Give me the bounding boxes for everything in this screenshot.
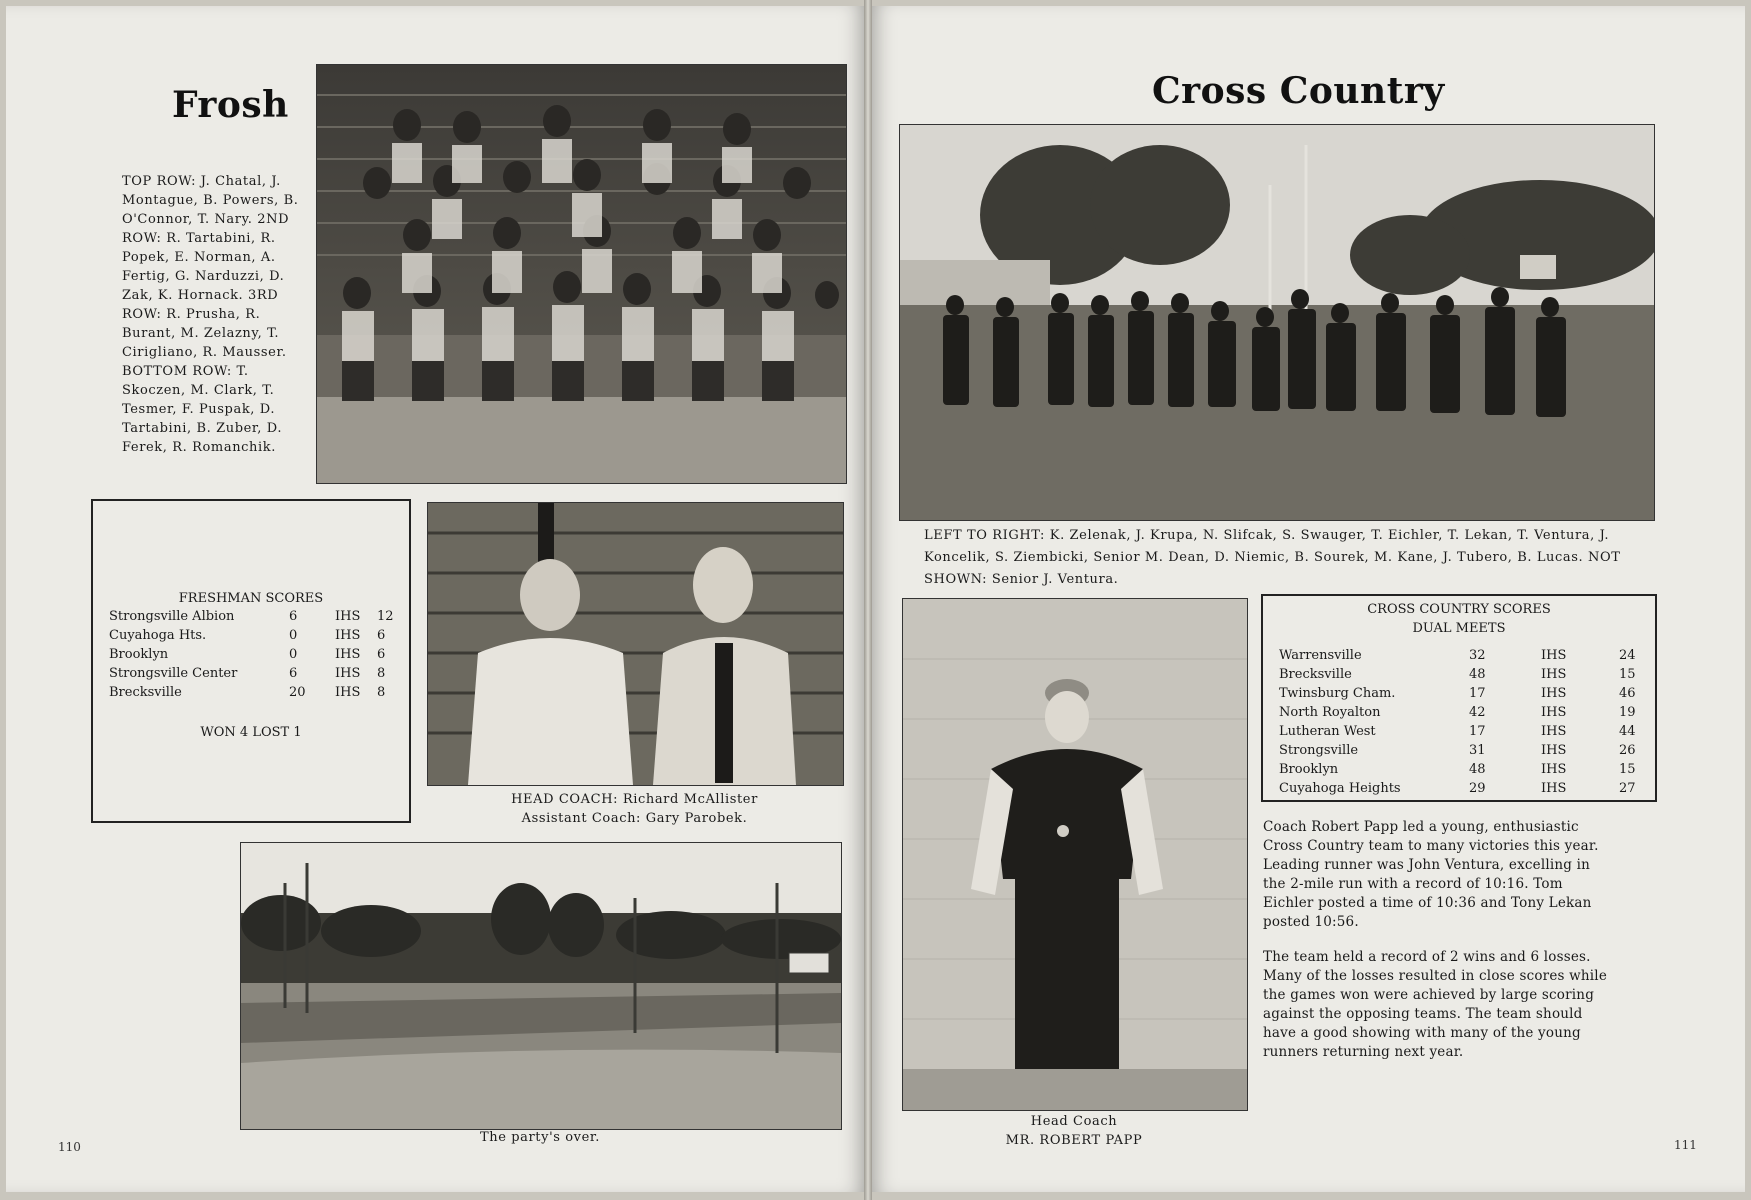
frosh-score-opp: 6 — [289, 666, 298, 681]
cross-country-scores-box — [1261, 594, 1657, 802]
frosh-score-opponent: Strongsville Center — [109, 666, 238, 681]
cc-score-team: IHS — [1541, 667, 1567, 682]
cc-score-team: IHS — [1541, 686, 1567, 701]
cc-score-opp: 42 — [1469, 705, 1486, 720]
cc-score-ihs: 19 — [1619, 705, 1636, 720]
frosh-score-ihs: 6 — [377, 647, 386, 662]
cc-score-ihs: 15 — [1619, 667, 1636, 682]
frosh-score-opp: 20 — [289, 685, 306, 700]
cc-score-opp: 17 — [1469, 724, 1486, 739]
cc-score-row — [1263, 762, 1655, 781]
cc-score-row — [1263, 743, 1655, 762]
page-number-left: 110 — [58, 1140, 81, 1154]
frosh-score-opp: 0 — [289, 647, 298, 662]
cc-score-opponent: Twinsburg Cham. — [1279, 686, 1396, 701]
frosh-score-row — [93, 666, 409, 685]
frosh-title: Frosh — [172, 84, 289, 126]
frosh-score-ihs: 12 — [377, 609, 394, 624]
frosh-score-opponent: Cuyahoga Hts. — [109, 628, 207, 643]
frosh-score-opp: 6 — [289, 609, 298, 624]
frosh-score-row — [93, 685, 409, 704]
frosh-score-row — [93, 609, 409, 628]
cc-score-opponent: Cuyahoga Heights — [1279, 781, 1401, 796]
field-caption: The party's over. — [479, 1130, 601, 1145]
frosh-score-row — [93, 647, 409, 666]
cc-score-opponent: Brooklyn — [1279, 762, 1339, 777]
cc-score-ihs: 24 — [1619, 648, 1636, 663]
cc-score-team: IHS — [1541, 743, 1567, 758]
cc-score-ihs: 26 — [1619, 743, 1636, 758]
football-field-photo — [240, 842, 842, 1130]
frosh-score-opponent: Strongsville Albion — [109, 609, 235, 624]
cc-score-row — [1263, 724, 1655, 743]
cc-score-row — [1263, 705, 1655, 724]
head-coach-caption-1: Head Coach — [1030, 1114, 1118, 1129]
frosh-score-ihs: 8 — [377, 666, 386, 681]
head-coach-caption-2: MR. ROBERT PAPP — [1005, 1133, 1143, 1148]
cc-score-opp: 31 — [1469, 743, 1486, 758]
cc-score-opponent: Warrensville — [1279, 648, 1362, 663]
freshman-scores-box — [91, 499, 411, 823]
cc-score-team: IHS — [1541, 781, 1567, 796]
book-gutter — [864, 0, 872, 1200]
cc-score-team: IHS — [1541, 724, 1567, 739]
frosh-score-opp: 0 — [289, 628, 298, 643]
freshman-scores-heading: FRESHMAN SCORES — [178, 591, 324, 606]
cc-score-row — [1263, 667, 1655, 686]
cc-score-row — [1263, 686, 1655, 705]
frosh-coach-caption-2: Assistant Coach: Gary Parobek. — [521, 811, 748, 826]
cc-score-row — [1263, 648, 1655, 667]
frosh-team-photo — [316, 64, 847, 484]
cc-score-opp: 29 — [1469, 781, 1486, 796]
frosh-score-team: IHS — [335, 609, 361, 624]
freshman-record: WON 4 LOST 1 — [200, 725, 302, 740]
frosh-score-opponent: Brecksville — [109, 685, 182, 700]
frosh-score-ihs: 6 — [377, 628, 386, 643]
cc-score-ihs: 44 — [1619, 724, 1636, 739]
frosh-score-team: IHS — [335, 628, 361, 643]
frosh-coaches-photo — [427, 502, 844, 786]
cc-score-ihs: 27 — [1619, 781, 1636, 796]
frosh-score-row — [93, 628, 409, 647]
cc-scores-heading: CROSS COUNTRY SCORES — [1367, 602, 1551, 617]
cross-country-team-caption: LEFT TO RIGHT: K. Zelenak, J. Krupa, N. Slifcak, S. Swauger, T. Eichler, T. Lekan, T. Ventura, J. Koncelik, S. Ziembicki, Senior M. Dean, D. Niemic, B. Sourek, M. Kane, J. Tubero, B. Lucas. NOT SHOWN: Senior J. Ventura. — [924, 528, 1621, 587]
head-coach-photo — [902, 598, 1248, 1111]
cross-country-title: Cross Country — [1152, 70, 1445, 112]
cross-country-team-photo — [899, 124, 1655, 521]
cc-score-opponent: Brecksville — [1279, 667, 1352, 682]
page-number-right: 111 — [1674, 1138, 1697, 1152]
frosh-score-team: IHS — [335, 685, 361, 700]
cc-score-row — [1263, 781, 1655, 800]
frosh-coach-caption-1: HEAD COACH: Richard McAllister — [511, 792, 758, 807]
frosh-score-ihs: 8 — [377, 685, 386, 700]
cc-score-team: IHS — [1541, 762, 1567, 777]
frosh-score-opponent: Brooklyn — [109, 647, 169, 662]
cc-paragraph-2: The team held a record of 2 wins and 6 losses. Many of the losses resulted in close scores while the games won were achieved by large scoring against the opposing teams. The team should have a good showing with many of the young runners returning next year. — [1263, 949, 1608, 1060]
cc-score-opp: 32 — [1469, 648, 1486, 663]
cc-score-opp: 48 — [1469, 762, 1486, 777]
frosh-score-team: IHS — [335, 666, 361, 681]
cc-score-team: IHS — [1541, 648, 1567, 663]
cc-score-opponent: North Royalton — [1279, 705, 1381, 720]
cc-score-ihs: 46 — [1619, 686, 1636, 701]
cc-scores-subheading: DUAL MEETS — [1412, 621, 1506, 636]
cc-score-ihs: 15 — [1619, 762, 1636, 777]
cc-score-team: IHS — [1541, 705, 1567, 720]
cc-score-opponent: Lutheran West — [1279, 724, 1376, 739]
frosh-score-team: IHS — [335, 647, 361, 662]
cc-score-opp: 17 — [1469, 686, 1486, 701]
frosh-team-caption: TOP ROW: J. Chatal, J. Montague, B. Powers, B. O'Connor, T. Nary. 2ND ROW: R. Tartabini, R. Popek, E. Norman, A. Fertig, G. Narduzzi, D. Zak, K. Hornack. 3RD ROW: R. Prusha, R. Burant, M. Zelazny, T. Cirigliano, R. Mausser. BOTTOM ROW: T. Skoczen, M. Clark, T. Tesmer, F. Puspak, D. Tartabini, B. Zuber, D. Ferek, R. Romanchik. — [122, 174, 299, 455]
cc-paragraph-1: Coach Robert Papp led a young, enthusiastic Cross Country team to many victories this year. Leading runner was John Ventura, excelling in the 2-mile run with a record of 10:16. Tom Eichler posted a time of 10:36 and Tony Lekan posted 10:56. — [1263, 819, 1599, 930]
cc-score-opponent: Strongsville — [1279, 743, 1359, 758]
cc-score-opp: 48 — [1469, 667, 1486, 682]
